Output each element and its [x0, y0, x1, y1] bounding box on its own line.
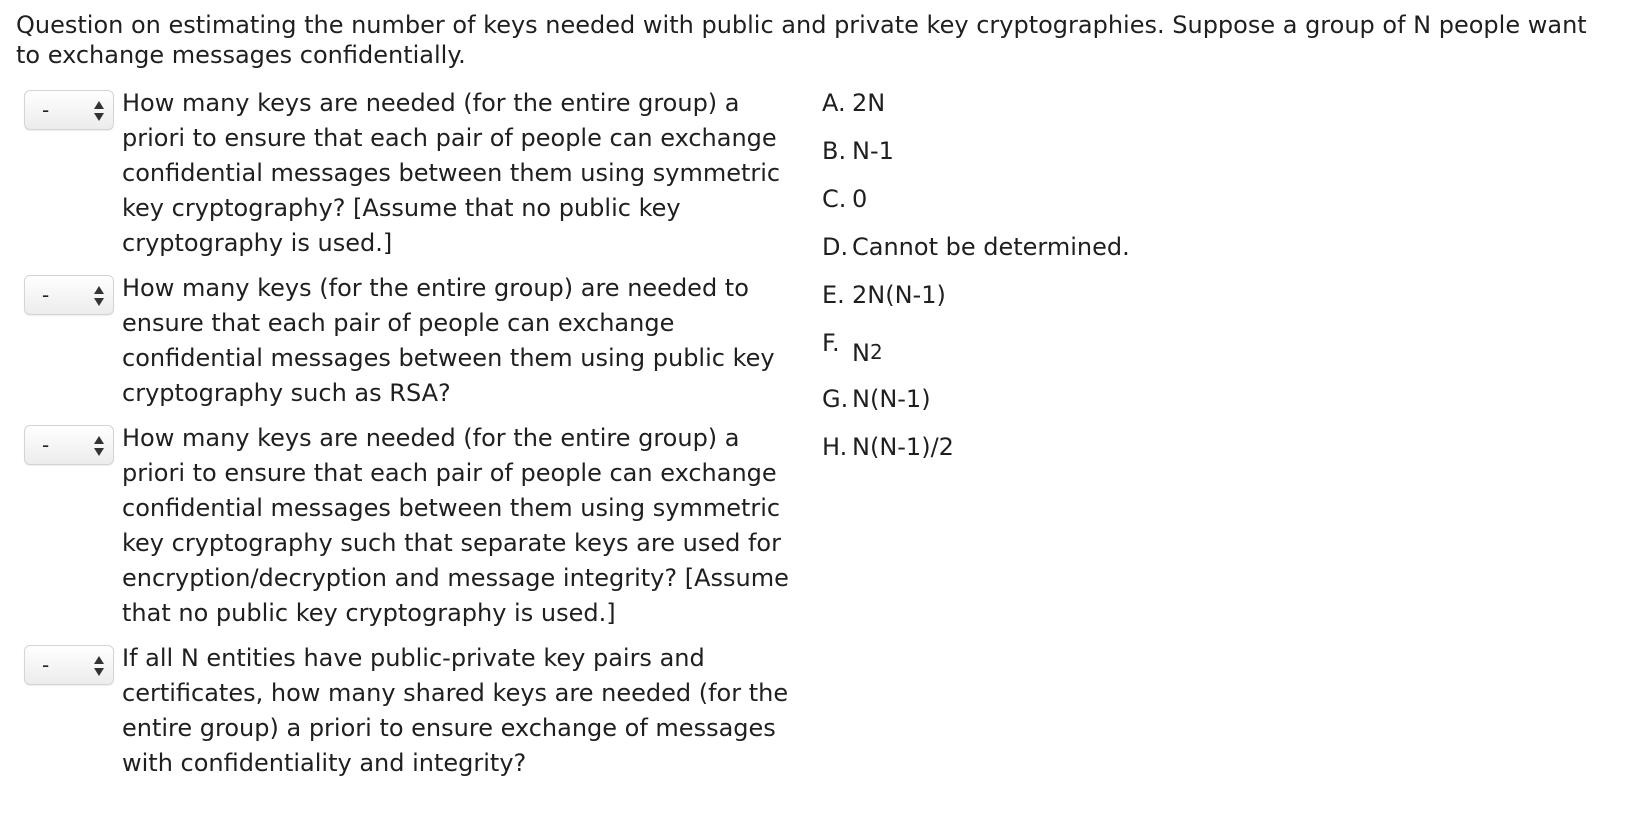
question-row-1 — [24, 88, 804, 261]
choice-text: 2N(N-1) — [852, 281, 946, 309]
choice-text: 2N — [852, 89, 886, 117]
question-text: How many keys are needed (for the entire group) a priori to ensure that each pair of people can exchange confidential messages between them using symmetric key cryptography such that separate keys are used for encryption/decryption and message integrity? [Assume that no public key cryptography is used.] — [122, 424, 789, 627]
up-down-arrows-icon — [93, 285, 105, 307]
question-row-2 — [24, 273, 804, 411]
choice-h — [822, 432, 1182, 480]
choice-text: N(N-1)/2 — [852, 433, 954, 461]
answer-select-2[interactable] — [24, 275, 114, 315]
answer-select-3[interactable] — [24, 425, 114, 465]
choice-e — [822, 280, 1182, 328]
choice-letter: F. — [822, 329, 840, 357]
question-text: How many keys are needed (for the entire group) a priori to ensure that each pair of people can exchange confidential messages between them using symmetric key cryptography? [Assume that no public key cryptography is used.] — [122, 89, 781, 257]
choice-letter: D. — [822, 233, 849, 261]
choice-c — [822, 184, 1182, 232]
up-down-arrows-icon — [93, 100, 105, 122]
answer-choices — [822, 88, 1182, 480]
choice-base: N — [852, 339, 870, 367]
choice-letter: B. — [822, 137, 847, 165]
choice-letter: E. — [822, 281, 845, 309]
answer-select-1[interactable] — [24, 90, 114, 130]
choice-a — [822, 88, 1182, 136]
question-row-4 — [24, 643, 804, 781]
choice-letter: A. — [822, 89, 846, 117]
choice-f — [822, 328, 1182, 384]
question-intro: Question on estimating the number of keys needed with public and private key cryptographies. Suppose a group of N people want to exchange messages confidentially. — [16, 11, 1587, 69]
question-list — [24, 88, 804, 793]
question-row-3 — [24, 423, 804, 631]
choice-text: Cannot be determined. — [852, 233, 1130, 261]
select-value: - — [42, 653, 50, 677]
select-value: - — [42, 283, 50, 307]
question-text: How many keys (for the entire group) are needed to ensure that each pair of people can exchange confidential messages between them using public key cryptography such as RSA? — [122, 274, 775, 407]
select-value: - — [42, 98, 50, 122]
question-text: If all N entities have public-private key pairs and certificates, how many shared keys are needed (for the entire group) a priori to ensure exchange of messages with confidentiality and integrity? — [122, 644, 789, 777]
choice-letter: G. — [822, 385, 849, 413]
up-down-arrows-icon — [93, 435, 105, 457]
choice-text — [852, 338, 883, 394]
choice-b — [822, 136, 1182, 184]
choice-text: N(N-1) — [852, 385, 931, 413]
choice-letter: C. — [822, 185, 847, 213]
choice-letter: H. — [822, 433, 848, 461]
choice-text: 0 — [852, 185, 868, 213]
choice-text: N-1 — [852, 137, 894, 165]
choice-exponent: 2 — [869, 340, 883, 364]
answer-select-4[interactable] — [24, 645, 114, 685]
select-value: - — [42, 433, 50, 457]
choice-d — [822, 232, 1182, 280]
up-down-arrows-icon — [93, 655, 105, 677]
